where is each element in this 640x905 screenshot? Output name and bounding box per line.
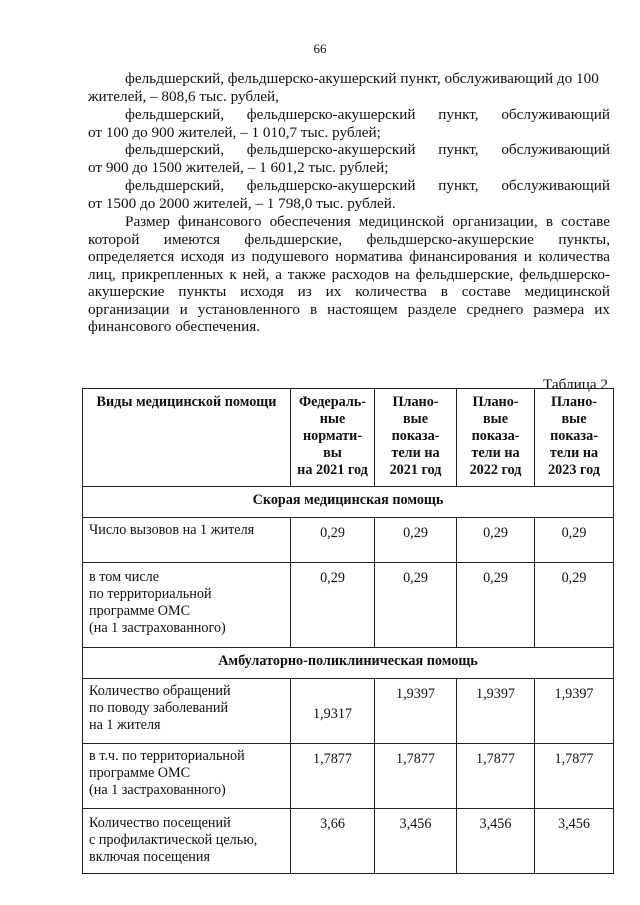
cell-value: 1,7877 xyxy=(535,744,614,809)
paragraph-line: от 1500 до 2000 жителей, – 1 798,0 тыс. рублей. xyxy=(88,194,396,212)
header-care-type xyxy=(83,389,291,487)
paragraph-line: определяется исходя из подушевого норматива финансирования и количества xyxy=(88,248,610,265)
table-row xyxy=(83,679,614,744)
table-caption: Таблица 2 xyxy=(543,376,608,393)
cell-value: 1,9397 xyxy=(457,679,535,744)
paragraph-line: фельдшерский, фельдшерско-акушерский пункт, обслуживающий xyxy=(125,177,610,194)
page-number: 66 xyxy=(313,41,327,56)
cell-value: 0,29 xyxy=(457,518,535,563)
cell-value: 1,7877 xyxy=(457,744,535,809)
paragraph-funding-size xyxy=(88,213,610,336)
indicators-table xyxy=(82,388,614,874)
paragraph-line: финансового обеспечения. xyxy=(88,318,261,335)
cell-value: 1,9397 xyxy=(375,679,457,744)
cell-value: 0,29 xyxy=(291,518,375,563)
paragraph-line: фельдшерский, фельдшерско-акушерский пункт, обслуживающий xyxy=(125,141,610,158)
cell-value: 1,7877 xyxy=(375,744,457,809)
paragraph-line: Размер финансового обеспечения медицинской организации, в составе xyxy=(125,213,610,230)
table-row xyxy=(83,744,614,809)
paragraph-line: от 100 до 900 жителей, – 1 010,7 тыс. рублей; xyxy=(88,123,381,141)
paragraph-line: лиц, прикрепленных к ней, а также расходов на фельдшерские, фельдшерско- xyxy=(88,265,610,283)
header-text: Плано- вые показа- тели на 2023 год xyxy=(548,394,600,478)
table-row xyxy=(83,518,614,563)
header-plan-2022 xyxy=(457,389,535,487)
header-plan-2023 xyxy=(535,389,614,487)
row-label: в т.ч. по территориальной программе ОМС (на 1 застрахованного) xyxy=(83,744,291,809)
paragraph-line: организации и установленного в настоящем разделе среднего размера их xyxy=(88,300,610,318)
cell-value: 1,9397 xyxy=(535,679,614,744)
cell-value: 3,456 xyxy=(375,809,457,874)
section-row-ambulance xyxy=(83,487,614,518)
row-label: в том числе по территориальной программе ОМС (на 1 застрахованного) xyxy=(83,563,291,648)
header-federal-norms-2021 xyxy=(291,389,375,487)
row-label: Количество обращений по поводу заболеваний на 1 жителя xyxy=(83,679,291,744)
paragraph-fap-up-to-100 xyxy=(88,70,610,105)
cell-value: 3,456 xyxy=(535,809,614,874)
paragraph-line: от 900 до 1500 жителей, – 1 601,2 тыс. рублей; xyxy=(88,158,389,176)
table-row xyxy=(83,809,614,874)
table-header-row xyxy=(83,389,614,487)
section-row-outpatient xyxy=(83,648,614,679)
cell-value: 0,29 xyxy=(291,563,375,648)
row-label: Число вызовов на 1 жителя xyxy=(83,518,291,563)
paragraph-line: акушерские пункты исходя из их количества в составе медицинской xyxy=(88,283,610,300)
paragraph-fap-100-900 xyxy=(88,106,610,141)
paragraph-line: которой имеются фельдшерские, фельдшерско-акушерские пункты, xyxy=(88,230,610,248)
cell-value: 3,66 xyxy=(291,809,375,874)
paragraph-fap-1500-2000 xyxy=(88,177,610,212)
cell-value: 1,9317 xyxy=(291,679,375,744)
header-text: Федераль- ные нормати- вы на 2021 год xyxy=(297,394,368,478)
row-label: Количество посещений с профилактической целью, включая посещения xyxy=(83,809,291,874)
paragraph-line: фельдшерский, фельдшерско-акушерский пункт, обслуживающий до 100 xyxy=(125,70,599,87)
cell-value: 0,29 xyxy=(375,518,457,563)
cell-value: 0,29 xyxy=(375,563,457,648)
paragraph-line: жителей, – 808,6 тыс. рублей, xyxy=(88,87,279,105)
cell-value: 0,29 xyxy=(535,563,614,648)
cell-value: 3,456 xyxy=(457,809,535,874)
cell-value: 0,29 xyxy=(457,563,535,648)
paragraph-fap-900-1500 xyxy=(88,141,610,176)
table-row xyxy=(83,563,614,648)
header-text: Плано- вые показа- тели на 2021 год xyxy=(389,394,442,478)
cell-value: 1,7877 xyxy=(291,744,375,809)
paragraph-line: фельдшерский, фельдшерско-акушерский пункт, обслуживающий xyxy=(125,106,610,123)
header-plan-2021 xyxy=(375,389,457,487)
cell-value: 0,29 xyxy=(535,518,614,563)
section-title: Скорая медицинская помощь xyxy=(83,487,614,518)
header-text: Плано- вые показа- тели на 2022 год xyxy=(469,394,522,478)
section-title: Амбулаторно-поликлиническая помощь xyxy=(83,648,614,679)
header-text: Виды медицинской помощи xyxy=(96,394,277,410)
